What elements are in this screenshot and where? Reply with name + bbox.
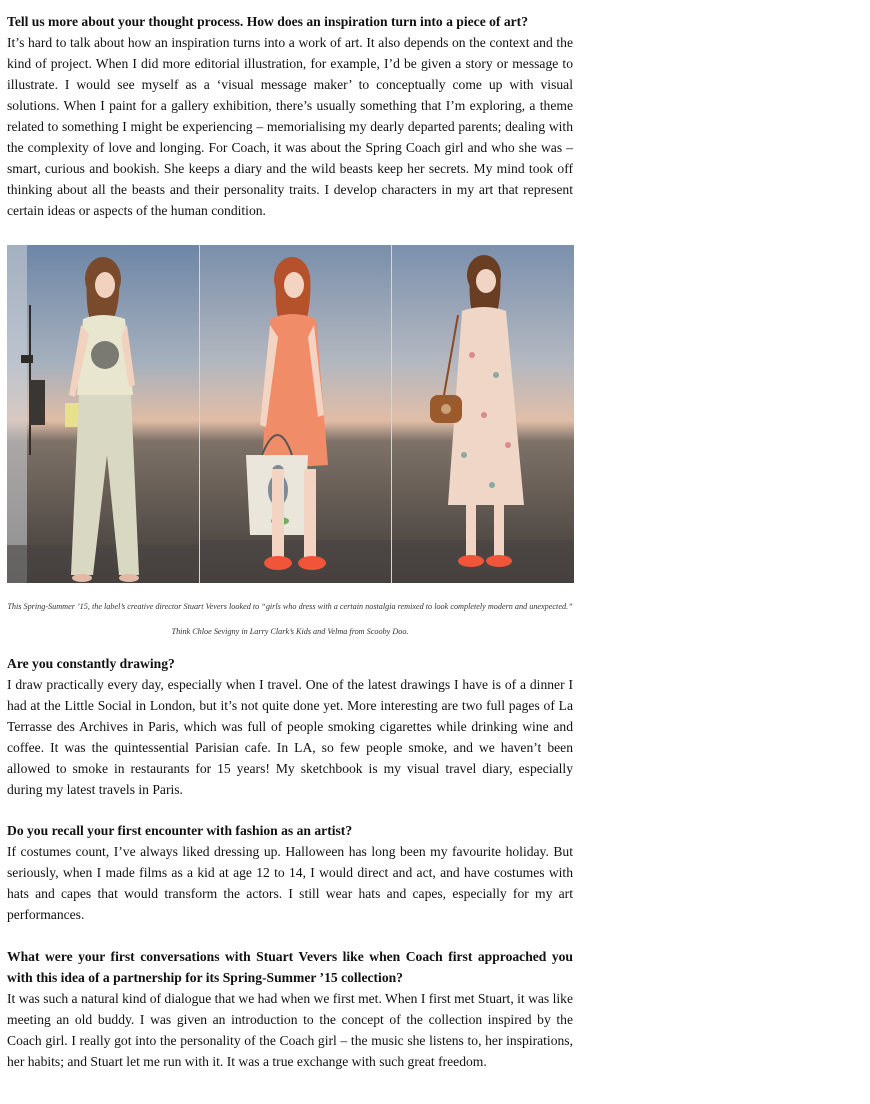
fashion-photo-triptych	[7, 245, 574, 583]
photo-panel-cream-outfit	[7, 245, 199, 583]
answer-paragraph: I draw practically every day, especially when I travel. One of the latest drawings I have is of a dinner I had at the Little Social in London, but it’s not quite done yet. More interesting are two full pages of La Terrasse des Archives in Paris, which was full of people smoking cigarettes while drinking wine and coffee. It was the quintessential Parisian cafe. In LA, so few people smoke, and we haven’t been allowed to smoke in restaurants for 15 years! My sketchbook is my visual travel diary, especially during my latest travels in Paris.	[7, 677, 573, 797]
question-heading: Tell us more about your thought process. How does an inspiration turn into a piece of art?	[7, 14, 529, 29]
answer-paragraph: It was such a natural kind of dialogue that we had when we first met. When I first met Stuart, it was like meeting an old buddy. I was given an introduction to the concept of the collection inspired by the Coach girl. I really got into the personality of the Coach girl – the music she listens to, her inspirations, her habits; and Stuart let me run with it. It was a true exchange with such great freedom.	[7, 991, 574, 1069]
photo-panel-coral-outfit	[200, 245, 390, 583]
qa-section-first-encounter	[7, 820, 573, 925]
qa-section-thought-process	[7, 11, 573, 221]
photo-panel-floral-dress	[392, 245, 574, 583]
model-floral-dress-illustration	[392, 245, 574, 583]
model-coral-outfit-illustration	[200, 245, 390, 583]
qa-section-stuart-vevers	[7, 946, 573, 1072]
question-heading: Are you constantly drawing?	[7, 656, 175, 671]
question-heading: Do you recall your first encounter with fashion as an artist?	[7, 823, 353, 838]
question-heading: What were your first conversations with Stuart Vevers like when Coach first approached you with this idea of a partnership for its Spring-Summer ’15 collection?	[7, 949, 573, 985]
answer-paragraph: If costumes count, I’ve always liked dressing up. Halloween has long been my favourite holiday. But seriously, when I made films as a kid at age 12 to 14, I would direct and act, and have costumes with hats and capes that would transform the actors. I still wear hats and capes, especially for my art performances.	[7, 844, 573, 922]
answer-paragraph: It’s hard to talk about how an inspiration turns into a work of art. It also depends on the context and the kind of project. When I did more editorial illustration, for example, I’d be given a story or message to illustrate. I would see myself as a ‘visual message maker’ to conceptually come up with visual solutions. When I paint for a gallery exhibition, there’s usually something that I’m exploring, a theme related to something I might be experiencing – memorialising my dearly departed parents; dealing with the complexity of love and longing. For Coach, it was about the Spring Coach girl and who she was – smart, curious and bookish. She keeps a diary and the wild beasts keep her secrets. My mind took off thinking about all the beasts and their personality traits. I develop characters in my art that represent certain ideas or aspects of the human condition.	[7, 35, 573, 218]
qa-section-drawing	[7, 653, 573, 800]
model-cream-outfit-illustration	[7, 245, 199, 583]
photo-caption: This Spring-Summer ’15, the label’s creative director Stuart Vevers looked to “girls who dress with a certain nostalgia remixed to look completely modern and unexpected.” Think Chloe Sevigny in Larry Clark’s Kids and Velma from Scooby Doo.	[7, 602, 573, 636]
